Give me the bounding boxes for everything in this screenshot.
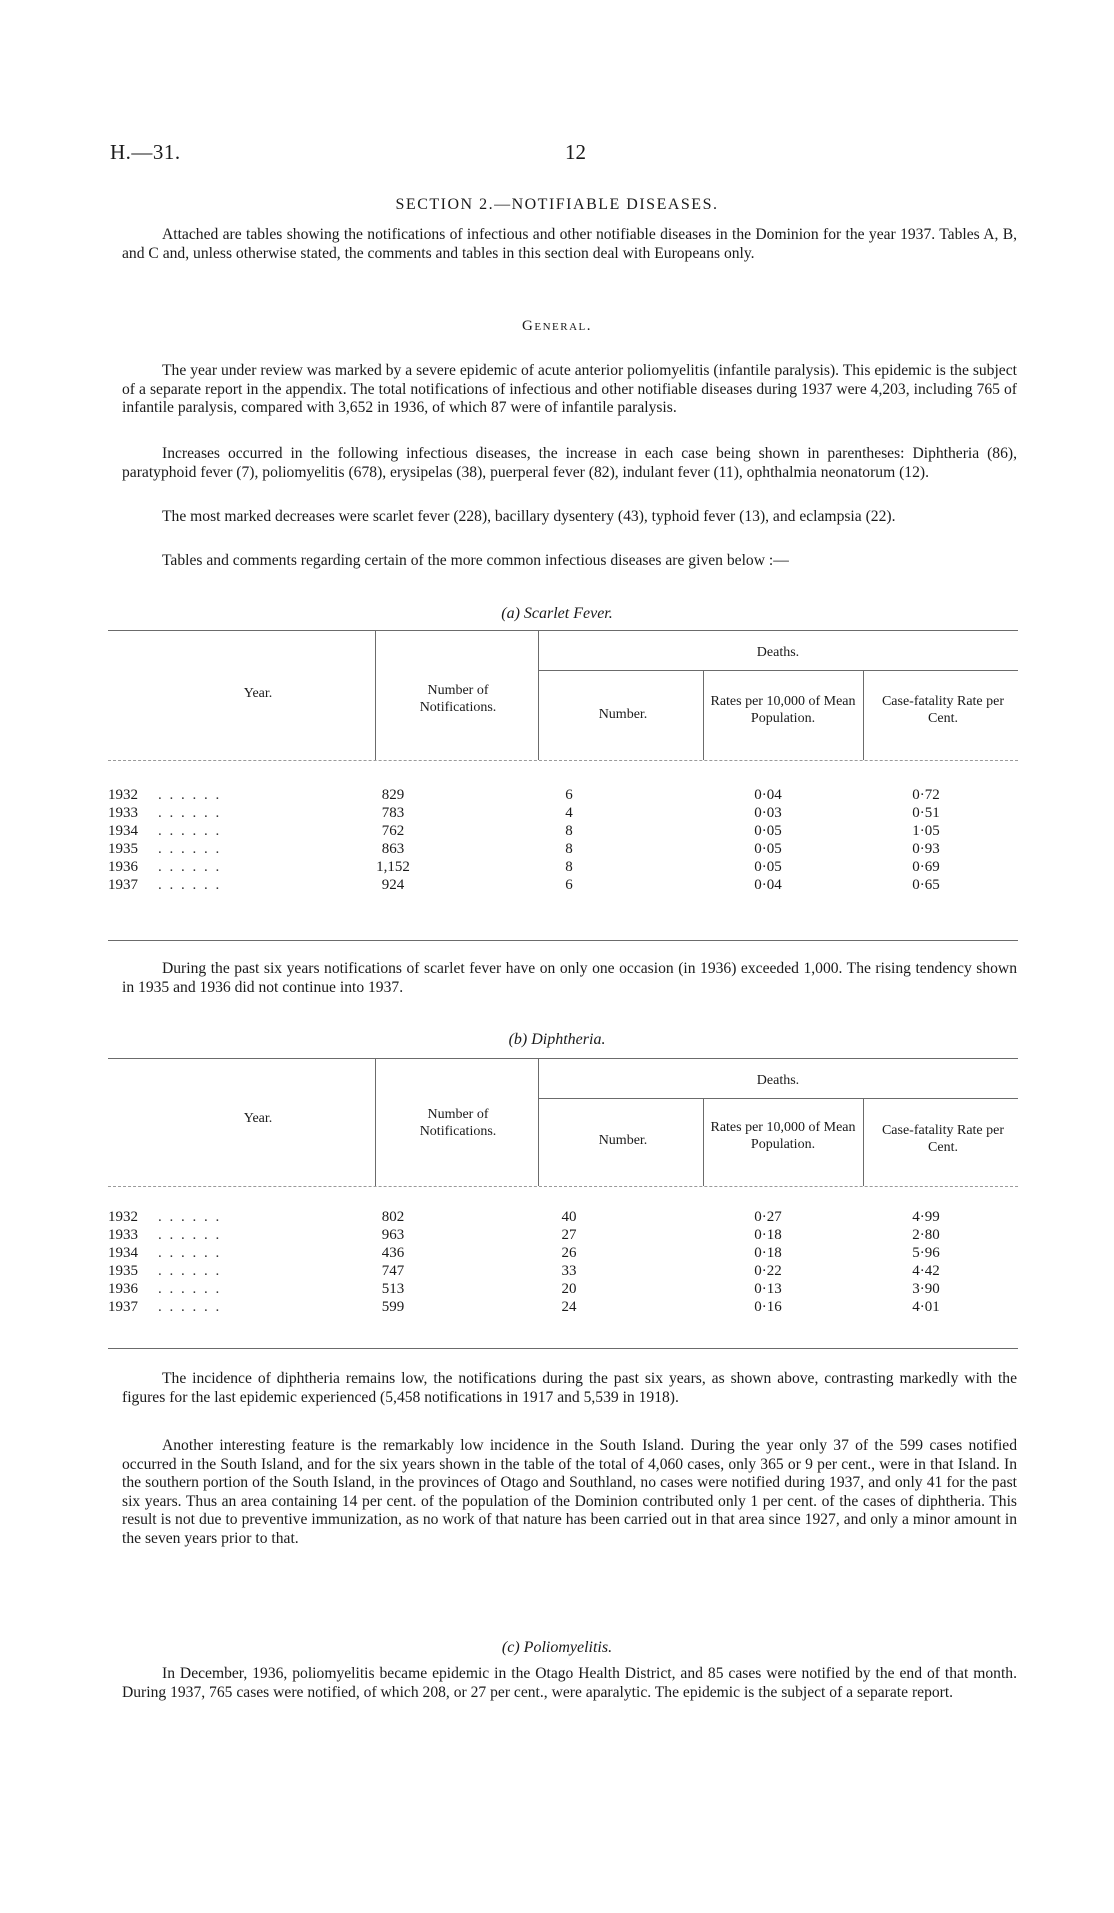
- column-divider: [375, 630, 376, 760]
- fatality-header: Case-fatality Rate per Cent.: [881, 694, 1005, 726]
- fatality-cell: 4·99: [912, 1209, 940, 1225]
- fatality-cell: 0·69: [912, 859, 940, 875]
- fatality-header: Case-fatality Rate per Cent.: [881, 1123, 1005, 1155]
- table-row: [108, 1298, 1018, 1316]
- table-row: [108, 1208, 1018, 1226]
- table-row: [108, 1226, 1018, 1244]
- diphtheria-comment-1: The incidence of diphtheria remains low, the notifications during the past six years, as shown above, contrasting markedly with the figures for the last epidemic experienced (5,458 notifications in 1917 and 5,539 in 1918).: [122, 1370, 1017, 1406]
- rate-cell: 0·04: [754, 787, 782, 803]
- year-header: Year.: [243, 686, 273, 701]
- fatality-cell: 0·72: [912, 787, 940, 803]
- report-reference: H.—31.: [110, 140, 181, 164]
- fatality-cell: 0·93: [912, 841, 940, 857]
- number-header: Number.: [598, 1133, 648, 1148]
- year-cell: 1933: [108, 805, 138, 821]
- deaths-cell: 33: [561, 1263, 577, 1279]
- notifications-header: Number of Notifications.: [419, 683, 497, 715]
- rate-cell: 0·13: [754, 1281, 782, 1297]
- rate-cell: 0·16: [754, 1299, 782, 1315]
- year-header: Year.: [243, 1111, 273, 1126]
- year-cell: 1934: [108, 1245, 138, 1261]
- deaths-header: Deaths.: [756, 1073, 800, 1088]
- deaths-cell: 24: [561, 1299, 577, 1315]
- column-divider: [863, 670, 864, 760]
- fatality-cell: 0·51: [912, 805, 940, 821]
- rates-header: Rates per 10,000 of Mean Population.: [710, 1120, 856, 1152]
- intro-paragraph: Attached are tables showing the notifications of infectious and other notifiable diseases in the Dominion for the year 1937. Tables A, B, and C and, unless otherwise stated, the comments and tables in this section deal with Europeans only.: [122, 226, 1017, 262]
- table-bottom-rule: [108, 940, 1018, 941]
- section-title: SECTION 2.—NOTIFIABLE DISEASES.: [395, 196, 719, 213]
- leader-dots: . . . . . .: [158, 787, 222, 803]
- year-cell: 1937: [108, 877, 138, 893]
- rates-header: Rates per 10,000 of Mean Population.: [710, 694, 856, 726]
- leader-dots: . . . . . .: [158, 877, 222, 893]
- table-row: [108, 858, 1018, 876]
- deaths-cell: 6: [565, 877, 573, 893]
- notifications-cell: 802: [381, 1209, 405, 1225]
- fatality-cell: 4·42: [912, 1263, 940, 1279]
- notifications-cell: 436: [381, 1245, 405, 1261]
- poliomyelitis-caption: (c) Poliomyelitis.: [501, 1639, 613, 1656]
- rate-cell: 0·03: [754, 805, 782, 821]
- deaths-cell: 26: [561, 1245, 577, 1261]
- deaths-cell: 8: [565, 859, 573, 875]
- leader-dots: . . . . . .: [158, 1245, 222, 1261]
- poliomyelitis-paragraph: In December, 1936, poliomyelitis became epidemic in the Otago Health District, and 85 cases were notified by the end of that month. During 1937, 765 cases were notified, of which 208, or 27 per cent., were aparalytic. The epidemic is the subject of a separate report.: [122, 1665, 1017, 1701]
- rate-cell: 0·22: [754, 1263, 782, 1279]
- column-divider: [703, 1098, 704, 1186]
- deaths-header: Deaths.: [756, 645, 800, 660]
- table-top-rule: [108, 630, 1018, 631]
- year-cell: 1933: [108, 1227, 138, 1243]
- leader-dots: . . . . . .: [158, 1209, 222, 1225]
- year-cell: 1934: [108, 823, 138, 839]
- rate-cell: 0·27: [754, 1209, 782, 1225]
- deaths-cell: 40: [561, 1209, 577, 1225]
- scarlet-fever-table: [108, 630, 1018, 893]
- table-row: [108, 876, 1018, 894]
- notifications-cell: 513: [381, 1281, 405, 1297]
- rate-cell: 0·05: [754, 859, 782, 875]
- general-paragraph-3: The most marked decreases were scarlet fever (228), bacillary dysentery (43), typhoid fever (13), and eclampsia (22).: [162, 508, 896, 525]
- year-cell: 1936: [108, 1281, 138, 1297]
- scarlet-fever-caption: (a) Scarlet Fever.: [501, 605, 613, 622]
- notifications-cell: 783: [381, 805, 405, 821]
- general-paragraph-1: The year under review was marked by a severe epidemic of acute anterior poliomyelitis (infantile paralysis). This epidemic is the subject of a separate report in the appendix. The total notifications of infectious and other notifiable diseases during 1937 were 4,203, including 765 of infantile paralysis, compared with 3,652 in 1936, of which 87 were of infantile paralysis.: [122, 362, 1017, 417]
- diphtheria-comment-2: Another interesting feature is the remarkably low incidence in the South Island. During the year only 37 of the 599 cases notified occurred in the South Island, and for the six years shown in the table of the total of 4,060 cases, only 365 or 9 per cent., were in that Island. In the southern portion of the South Island, in the provinces of Otago and Southland, no cases were notified during 1937, and only 41 for the past six years. Thus an area containing 14 per cent. of the population of the Dominion contributed only 1 per cent. of the cases of diphtheria. This result is not due to preventive immunization, as no work of that nature has been carried out in that area since 1927, and only a minor amount in the seven years prior to that.: [122, 1437, 1017, 1547]
- table-row: [108, 822, 1018, 840]
- fatality-cell: 1·05: [912, 823, 940, 839]
- notifications-cell: 829: [381, 787, 405, 803]
- rate-cell: 0·05: [754, 841, 782, 857]
- deaths-cell: 20: [561, 1281, 577, 1297]
- table-top-rule: [108, 1058, 1018, 1059]
- table-bottom-rule: [108, 1348, 1018, 1349]
- deaths-cell: 6: [565, 787, 573, 803]
- notifications-cell: 599: [381, 1299, 405, 1315]
- column-divider: [375, 1058, 376, 1186]
- fatality-cell: 4·01: [912, 1299, 940, 1315]
- leader-dots: . . . . . .: [158, 805, 222, 821]
- diphtheria-table: [108, 1058, 1018, 1358]
- column-divider: [863, 1098, 864, 1186]
- year-cell: 1932: [108, 787, 138, 803]
- general-heading: General.: [522, 318, 592, 334]
- deaths-subrule: [538, 1098, 1018, 1099]
- deaths-cell: 27: [561, 1227, 577, 1243]
- diphtheria-caption: (b) Diphtheria.: [508, 1031, 606, 1048]
- table-row: [108, 804, 1018, 822]
- fatality-cell: 5·96: [912, 1245, 940, 1261]
- leader-dots: . . . . . .: [158, 1263, 222, 1279]
- year-cell: 1937: [108, 1299, 138, 1315]
- rate-cell: 0·18: [754, 1227, 782, 1243]
- general-paragraph-2: Increases occurred in the following infectious diseases, the increase in each case being shown in parentheses: Diphtheria (86), paratyphoid fever (7), poliomyelitis (678), erysipelas (38), puerperal fever (82), indulant fever (11), ophthalmia neonatorum (12).: [122, 445, 1017, 481]
- leader-dots: . . . . . .: [158, 859, 222, 875]
- notifications-cell: 924: [381, 877, 405, 893]
- notifications-cell: 762: [381, 823, 405, 839]
- year-cell: 1936: [108, 859, 138, 875]
- table-row: [108, 1262, 1018, 1280]
- fatality-cell: 0·65: [912, 877, 940, 893]
- year-cell: 1932: [108, 1209, 138, 1225]
- notifications-cell: 863: [381, 841, 405, 857]
- table-row: [108, 1244, 1018, 1262]
- leader-dots: . . . . . .: [158, 1227, 222, 1243]
- rate-cell: 0·04: [754, 877, 782, 893]
- year-cell: 1935: [108, 1263, 138, 1279]
- page-number: 12: [565, 140, 586, 164]
- scarlet-fever-comment: During the past six years notifications of scarlet fever have on only one occasion (in 1936) exceeded 1,000. The rising tendency shown in 1935 and 1936 did not continue into 1937.: [122, 960, 1017, 996]
- year-cell: 1935: [108, 841, 138, 857]
- leader-dots: . . . . . .: [158, 1281, 222, 1297]
- notifications-cell: 963: [381, 1227, 405, 1243]
- deaths-cell: 8: [565, 823, 573, 839]
- leader-dots: . . . . . .: [158, 1299, 222, 1315]
- notifications-cell: 1,152: [376, 859, 410, 875]
- table-row: [108, 1280, 1018, 1298]
- notifications-cell: 747: [381, 1263, 405, 1279]
- deaths-subrule: [538, 670, 1018, 671]
- rate-cell: 0·18: [754, 1245, 782, 1261]
- table-row: [108, 840, 1018, 858]
- deaths-cell: 4: [565, 805, 573, 821]
- fatality-cell: 3·90: [912, 1281, 940, 1297]
- rate-cell: 0·05: [754, 823, 782, 839]
- notifications-header: Number of Notifications.: [419, 1107, 497, 1139]
- general-paragraph-4: Tables and comments regarding certain of the more common infectious diseases are given below :—: [162, 552, 789, 569]
- header-bottom-rule: [108, 1186, 1018, 1187]
- deaths-cell: 8: [565, 841, 573, 857]
- table-row: [108, 786, 1018, 804]
- column-divider: [703, 670, 704, 760]
- leader-dots: . . . . . .: [158, 841, 222, 857]
- number-header: Number.: [598, 707, 648, 722]
- header-bottom-rule: [108, 760, 1018, 761]
- leader-dots: . . . . . .: [158, 823, 222, 839]
- fatality-cell: 2·80: [912, 1227, 940, 1243]
